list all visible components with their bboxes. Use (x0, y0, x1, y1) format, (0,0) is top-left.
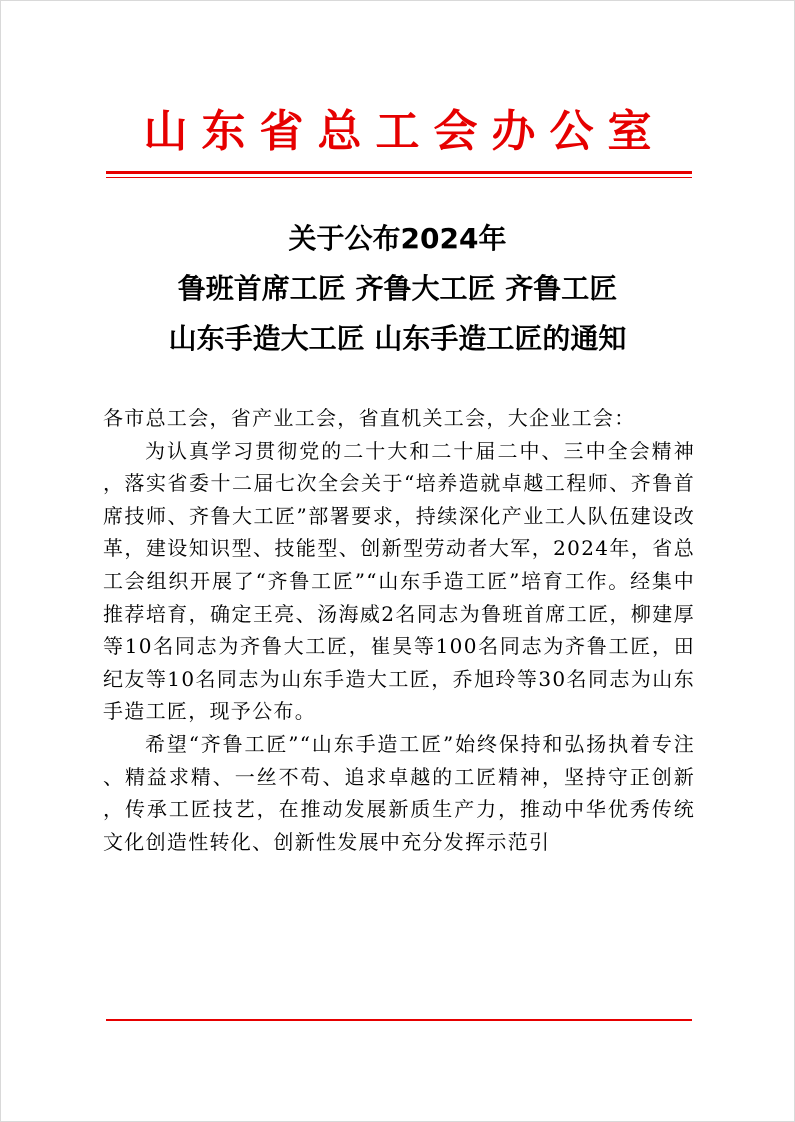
document-title-line-3: 山东手造大工匠 山东手造工匠的通知 (168, 322, 627, 355)
header-red-rule-thick (106, 171, 692, 174)
document-title-line-1: 关于公布2024年 (288, 222, 507, 255)
header-red-rule-thin (106, 177, 692, 178)
document-title-line-2: 鲁班首席工匠 齐鲁大工匠 齐鲁工匠 (177, 272, 618, 305)
issuing-organization-header: 山东省总工会办公室 (143, 106, 666, 157)
salutation: 各市总工会，省产业工会，省直机关工会，大企业工会： (103, 406, 636, 430)
document-body (103, 402, 695, 858)
body-paragraph-1: 为认真学习贯彻党的二十大和二十届二中、三中全会精神，落实省委十二届七次全会关于“培养造就卓越工程师、齐鲁首席技师、齐鲁大工匠”部署要求，持续深化产业工人队伍建设改革，建设知识型、技能型、创新型劳动者大军，2024年，省总工会组织开展了“齐鲁工匠”“山东手造工匠”培育工作。经集中推荐培育，确定王亮、汤海威2名同志为鲁班首席工匠，柳建厚等10名同志为齐鲁大工匠，崔昊等100名同志为齐鲁工匠，田纪友等10名同志为山东手造大工匠，乔旭玲等30名同志为山东手造工匠，现予公布。 (103, 438, 695, 724)
document-title (0, 214, 795, 364)
body-paragraph-2: 希望“齐鲁工匠”“山东手造工匠”始终保持和弘扬执着专注、精益求精、一丝不苟、追求卓越的工匠精神，坚持守正创新，传承工匠技艺，在推动发展新质生产力，推动中华优秀传统文化创造性转化、创新性发展中充分发挥示范引 (103, 731, 695, 854)
footer-red-rule (106, 1019, 692, 1021)
